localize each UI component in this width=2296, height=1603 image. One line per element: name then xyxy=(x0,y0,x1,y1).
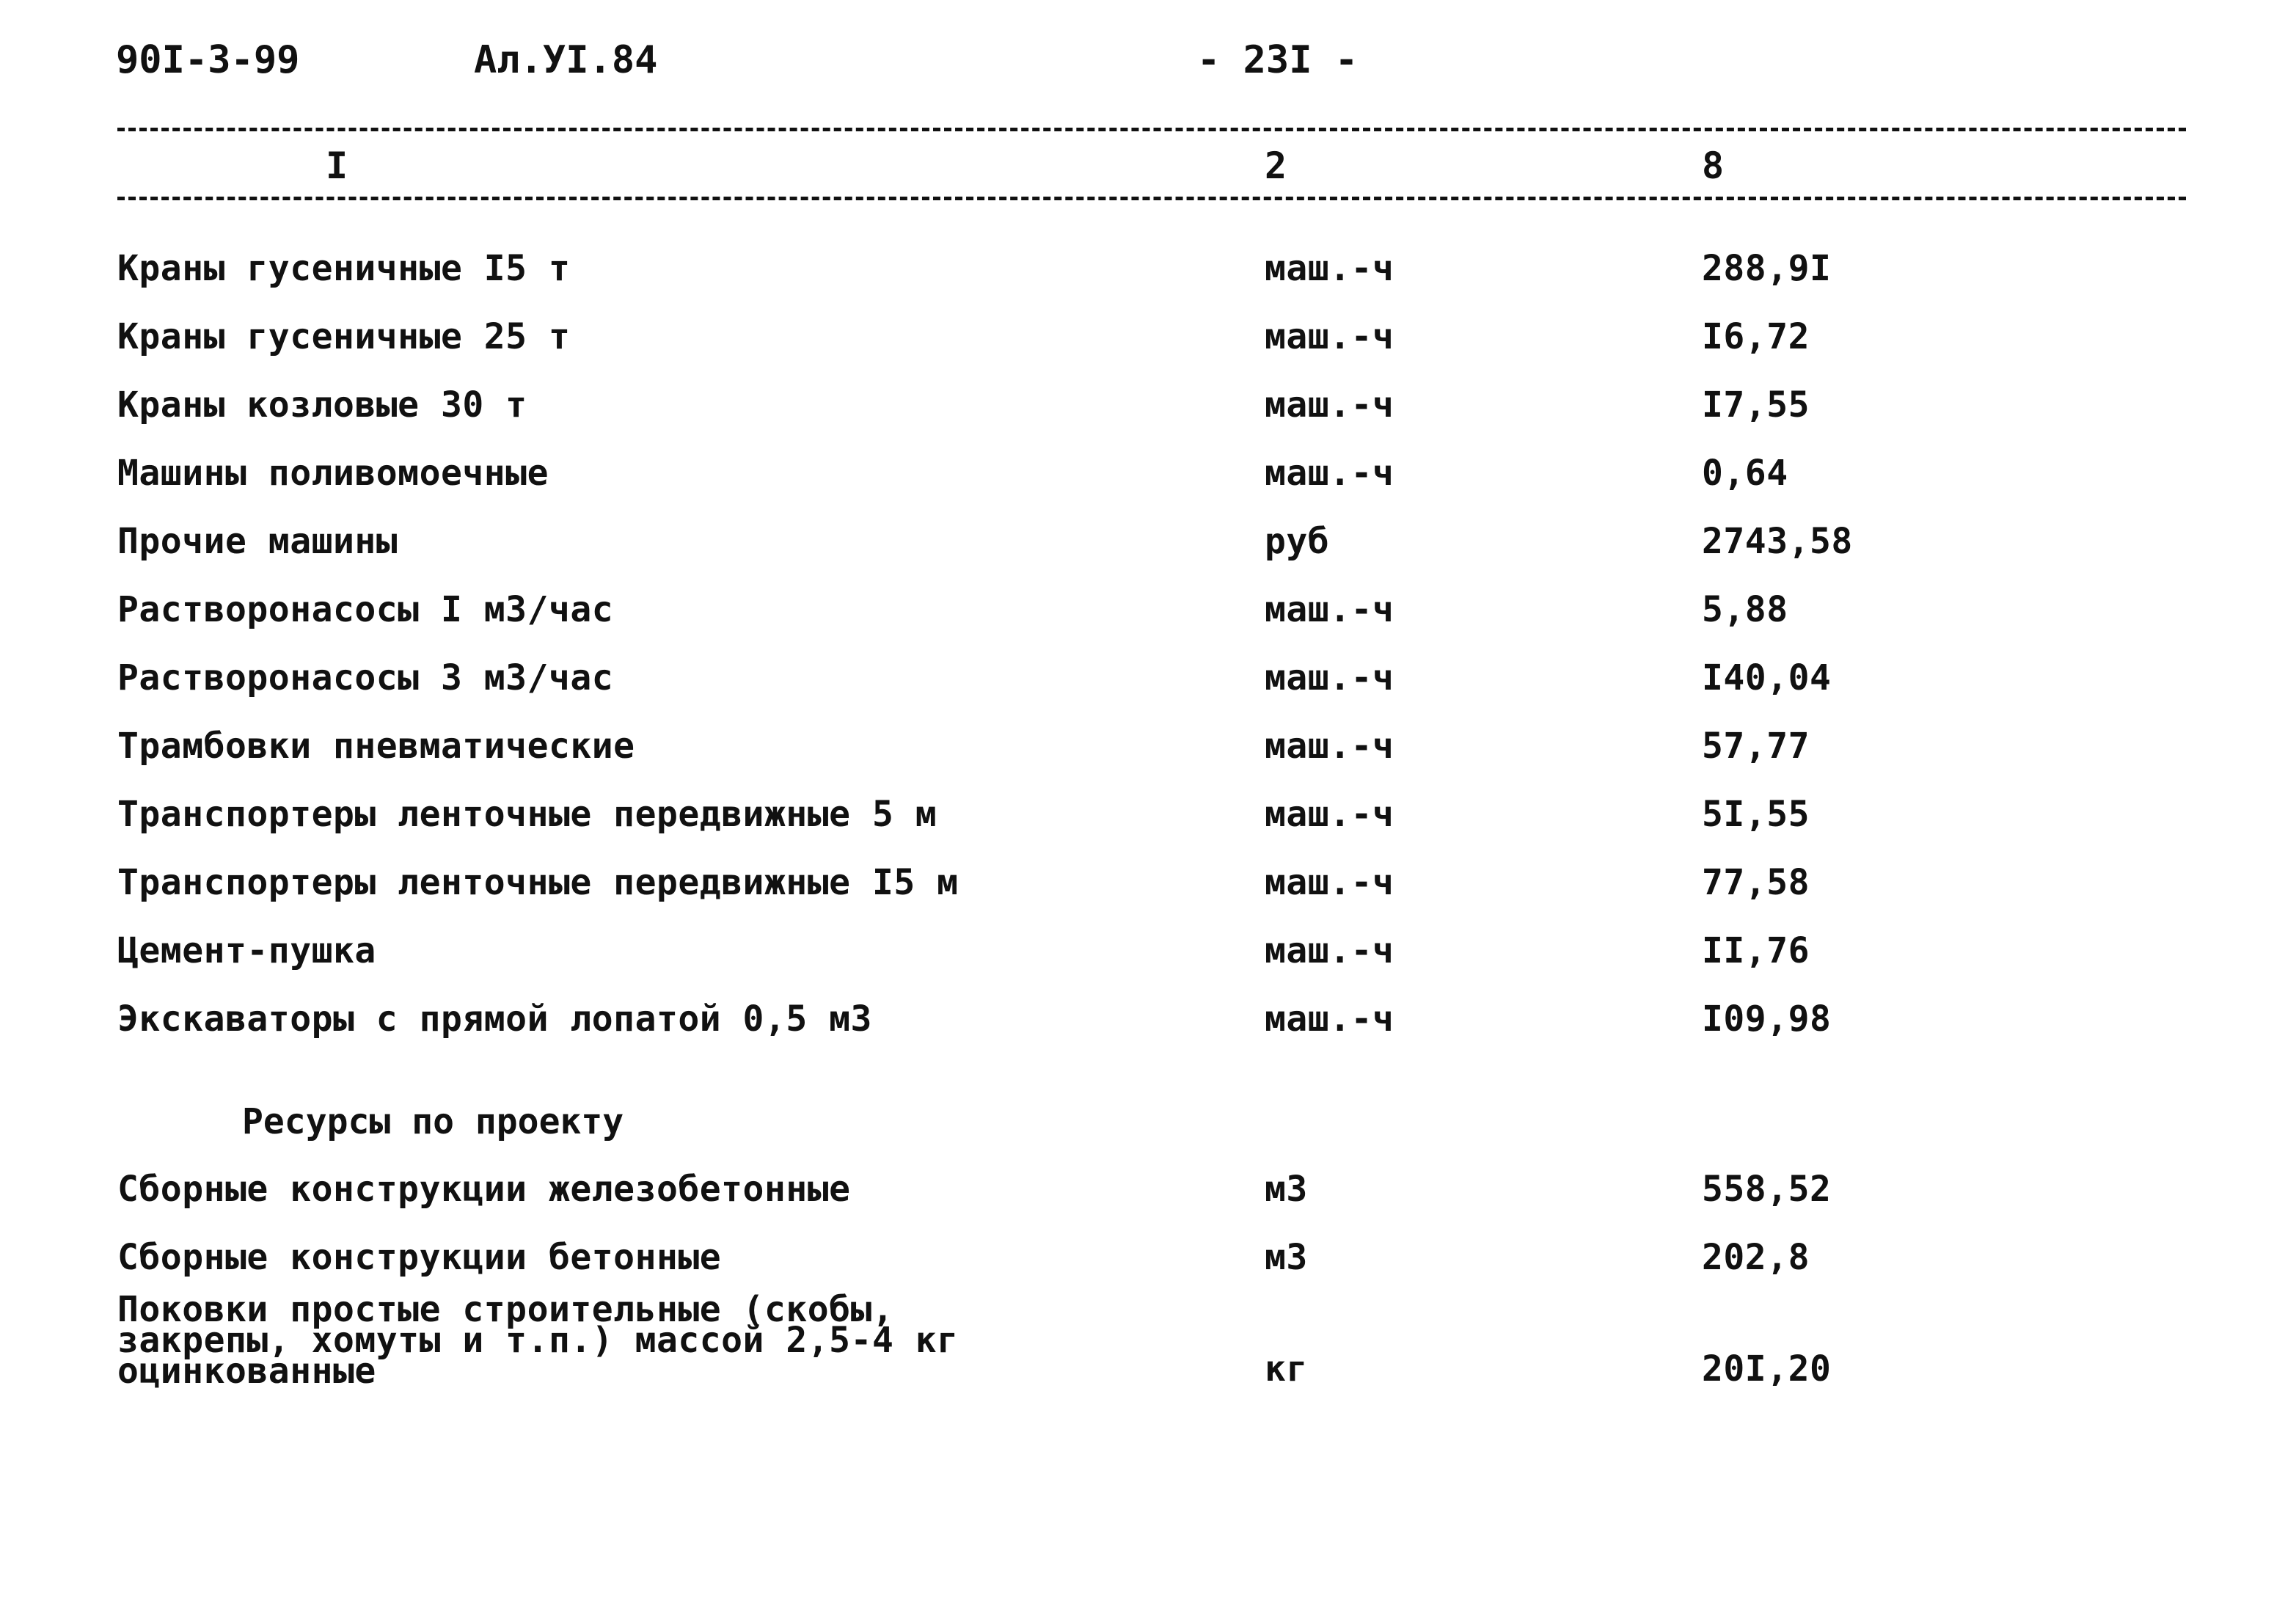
resource-name: Прочие машины xyxy=(117,521,398,562)
column-header-3: 8 xyxy=(1702,145,1725,187)
resource-name: Транспортеры ленточные передвижные I5 м xyxy=(117,862,959,903)
resource-unit: маш.-ч xyxy=(1265,794,1394,835)
resource-unit: маш.-ч xyxy=(1265,453,1394,494)
resource-unit: маш.-ч xyxy=(1265,589,1394,630)
table-row xyxy=(0,383,2296,427)
table-row xyxy=(0,1235,2296,1279)
table-row xyxy=(0,1167,2296,1211)
table-row xyxy=(0,588,2296,632)
table-row xyxy=(0,247,2296,291)
resource-unit: руб xyxy=(1265,521,1330,562)
resource-name: Экскаваторы с прямой лопатой 0,5 м3 xyxy=(117,998,872,1040)
resource-name: Трамбовки пневматические xyxy=(117,726,635,767)
resource-unit: маш.-ч xyxy=(1265,316,1394,357)
table-row xyxy=(0,451,2296,495)
column-header-1: I xyxy=(326,145,348,187)
resource-name: Растворонасосы I м3/час xyxy=(117,589,614,630)
document-code: 90I-3-99 xyxy=(116,38,300,82)
resource-quantity: 558,52 xyxy=(1702,1169,1832,1210)
resource-name: Краны гусеничные 25 т xyxy=(117,316,571,357)
section-title: Ресурсы по проекту xyxy=(242,1101,624,1142)
resource-quantity: 2743,58 xyxy=(1702,521,1853,562)
resource-quantity: 77,58 xyxy=(1702,862,1810,903)
resource-name: Транспортеры ленточные передвижные 5 м xyxy=(117,794,937,835)
resource-unit: маш.-ч xyxy=(1265,862,1394,903)
resource-name: Краны козловые 30 т xyxy=(117,384,527,426)
table-row xyxy=(0,792,2296,836)
resource-quantity: I6,72 xyxy=(1702,316,1810,357)
resource-unit: маш.-ч xyxy=(1265,930,1394,971)
resource-unit: маш.-ч xyxy=(1265,998,1394,1040)
resource-unit: м3 xyxy=(1265,1237,1308,1278)
resource-unit: маш.-ч xyxy=(1265,726,1394,767)
resource-name: Сборные конструкции железобетонные xyxy=(117,1169,851,1210)
resource-quantity: 57,77 xyxy=(1702,726,1810,767)
resource-quantity: 5,88 xyxy=(1702,589,1788,630)
table-row xyxy=(0,724,2296,768)
resource-quantity: 202,8 xyxy=(1702,1237,1810,1278)
column-header-2: 2 xyxy=(1265,145,1287,187)
album-number: Ал.УI.84 xyxy=(474,38,658,82)
resource-unit: маш.-ч xyxy=(1265,384,1394,426)
resource-quantity: II,76 xyxy=(1702,930,1810,971)
table-row xyxy=(0,997,2296,1041)
resource-name: Цемент-пушка xyxy=(117,930,376,971)
table-row xyxy=(0,1289,2296,1392)
table-header-rule xyxy=(117,197,2186,200)
resource-name: Краны гусеничные I5 т xyxy=(117,248,571,289)
resource-quantity: 20I,20 xyxy=(1702,1348,1832,1390)
table-row xyxy=(0,656,2296,700)
resource-unit: кг xyxy=(1265,1348,1308,1390)
resource-quantity: 5I,55 xyxy=(1702,794,1810,835)
table-top-rule xyxy=(117,128,2186,131)
page-number: - 23I - xyxy=(1197,38,1359,82)
resource-name: Сборные конструкции бетонные xyxy=(117,1237,722,1278)
resource-quantity: I09,98 xyxy=(1702,998,1832,1040)
table-row xyxy=(0,519,2296,563)
resource-unit: маш.-ч xyxy=(1265,657,1394,698)
resource-name: Машины поливомоечные xyxy=(117,453,549,494)
resource-quantity: I40,04 xyxy=(1702,657,1832,698)
table-row xyxy=(0,861,2296,905)
resource-unit: маш.-ч xyxy=(1265,248,1394,289)
table-row xyxy=(0,315,2296,359)
resource-name: Растворонасосы 3 м3/час xyxy=(117,657,614,698)
resource-name: Поковки простые строительные (скобы, закрепы, хомуты и т.п.) массой 2,5-4 кг оцинкованные xyxy=(117,1289,959,1392)
table-row xyxy=(0,929,2296,973)
resource-quantity: 0,64 xyxy=(1702,453,1788,494)
resource-unit: м3 xyxy=(1265,1169,1308,1210)
resource-quantity: 288,9I xyxy=(1702,248,1832,289)
resource-quantity: I7,55 xyxy=(1702,384,1810,426)
